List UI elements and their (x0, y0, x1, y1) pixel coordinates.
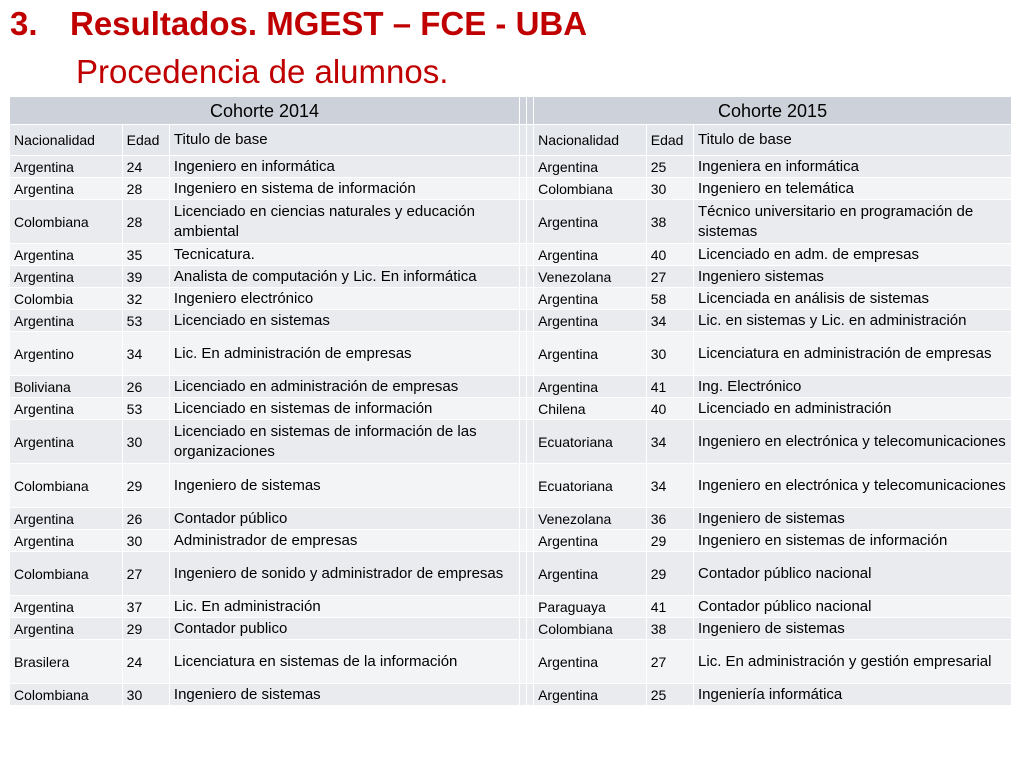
table-row (10, 618, 1011, 639)
separator-cell (520, 156, 526, 177)
nacionalidad-2015-cell: Chilena (534, 398, 646, 419)
separator-cell (520, 376, 526, 397)
separator-cell (527, 200, 533, 243)
separator-cell (527, 97, 533, 124)
nacionalidad-2014-cell: Argentina (10, 530, 122, 551)
titulo-2014-cell: Contador público (170, 508, 519, 529)
edad-2014-cell: 53 (123, 310, 169, 331)
titulo-2015-cell: Lic. en sistemas y Lic. en administración (694, 310, 1011, 331)
separator-cell (527, 398, 533, 419)
separator-cell (520, 398, 526, 419)
nacionalidad-2015-cell: Colombiana (534, 618, 646, 639)
titulo-2015-cell: Ingeniero de sistemas (694, 618, 1011, 639)
nacionalidad-2014-cell: Argentina (10, 310, 122, 331)
nacionalidad-2014-cell: Boliviana (10, 376, 122, 397)
separator-cell (527, 596, 533, 617)
table-row (10, 420, 1011, 463)
titulo-2014-cell: Ingeniero de sistemas (170, 464, 519, 507)
slide-subtitle: Procedencia de alumnos. (76, 53, 449, 90)
separator-cell (520, 332, 526, 375)
nacionalidad-2015-cell: Argentina (534, 244, 646, 265)
titulo-2014-cell: Licenciatura en sistemas de la información (170, 640, 519, 683)
separator-cell (520, 618, 526, 639)
separator-cell (527, 310, 533, 331)
edad-2015-cell: 34 (647, 310, 693, 331)
table-row (10, 332, 1011, 375)
nacionalidad-2015-cell: Argentina (534, 310, 646, 331)
nacionalidad-2015-cell: Argentina (534, 684, 646, 705)
titulo-2015-cell: Ingeniero en telemática (694, 178, 1011, 199)
nacionalidad-2015-cell: Venezolana (534, 266, 646, 287)
edad-2014-cell: 29 (123, 464, 169, 507)
nacionalidad-2015-cell: Ecuatoriana (534, 464, 646, 507)
edad-2015-cell: 30 (647, 178, 693, 199)
slide-title (10, 2, 587, 46)
separator-cell (527, 508, 533, 529)
separator-cell (520, 97, 526, 124)
nacionalidad-2014-cell: Colombia (10, 288, 122, 309)
titulo-2015-cell: Técnico universitario en programación de sistemas (694, 200, 1011, 243)
separator-cell (520, 244, 526, 265)
titulo-2014-cell: Contador publico (170, 618, 519, 639)
edad-2014-cell: 39 (123, 266, 169, 287)
titulo-2014-cell: Licenciado en sistemas de información (170, 398, 519, 419)
nacionalidad-2014-cell: Argentina (10, 596, 122, 617)
edad-2015-cell: 40 (647, 244, 693, 265)
separator-cell (527, 332, 533, 375)
header-nacionalidad-2015: Nacionalidad (534, 125, 646, 155)
edad-2015-cell: 38 (647, 618, 693, 639)
table-row (10, 464, 1011, 507)
edad-2014-cell: 30 (123, 420, 169, 463)
edad-2015-cell: 40 (647, 398, 693, 419)
edad-2014-cell: 30 (123, 684, 169, 705)
table-row (10, 508, 1011, 529)
separator-cell (527, 552, 533, 595)
separator-cell (520, 420, 526, 463)
nacionalidad-2015-cell: Argentina (534, 288, 646, 309)
titulo-2014-cell: Licenciado en administración de empresas (170, 376, 519, 397)
titulo-2015-cell: Ingeniera en informática (694, 156, 1011, 177)
separator-cell (520, 684, 526, 705)
titulo-2014-cell: Ingeniero electrónico (170, 288, 519, 309)
edad-2015-cell: 29 (647, 530, 693, 551)
separator-cell (520, 640, 526, 683)
column-header-row (10, 125, 1011, 155)
edad-2015-cell: 34 (647, 464, 693, 507)
titulo-2014-cell: Lic. En administración (170, 596, 519, 617)
titulo-2015-cell: Licenciado en administración (694, 398, 1011, 419)
separator-cell (520, 508, 526, 529)
nacionalidad-2014-cell: Argentina (10, 398, 122, 419)
titulo-2014-cell: Licenciado en sistemas de información de las organizaciones (170, 420, 519, 463)
separator-cell (520, 596, 526, 617)
separator-cell (527, 288, 533, 309)
separator-cell (520, 464, 526, 507)
nacionalidad-2015-cell: Argentina (534, 552, 646, 595)
titulo-2014-cell: Ingeniero en informática (170, 156, 519, 177)
titulo-2015-cell: Licenciada en análisis de sistemas (694, 288, 1011, 309)
titulo-2014-cell: Licenciado en sistemas (170, 310, 519, 331)
edad-2014-cell: 37 (123, 596, 169, 617)
header-edad-2015: Edad (647, 125, 693, 155)
edad-2014-cell: 35 (123, 244, 169, 265)
header-edad-2014: Edad (123, 125, 169, 155)
separator-cell (520, 288, 526, 309)
table-row (10, 310, 1011, 331)
nacionalidad-2015-cell: Paraguaya (534, 596, 646, 617)
table-row (10, 244, 1011, 265)
titulo-2014-cell: Licenciado en ciencias naturales y educación ambiental (170, 200, 519, 243)
table-row (10, 398, 1011, 419)
separator-cell (520, 530, 526, 551)
edad-2015-cell: 29 (647, 552, 693, 595)
titulo-2015-cell: Ingeniería informática (694, 684, 1011, 705)
cohort-2015-header: Cohorte 2015 (534, 97, 1011, 124)
edad-2015-cell: 41 (647, 596, 693, 617)
titulo-2015-cell: Ingeniero en sistemas de información (694, 530, 1011, 551)
section-number: 3. (10, 5, 38, 42)
nacionalidad-2014-cell: Argentina (10, 508, 122, 529)
edad-2015-cell: 38 (647, 200, 693, 243)
edad-2015-cell: 27 (647, 640, 693, 683)
edad-2014-cell: 26 (123, 508, 169, 529)
separator-cell (520, 266, 526, 287)
separator-cell (527, 420, 533, 463)
title-text: Resultados. MGEST – FCE - UBA (70, 5, 588, 42)
header-nacionalidad-2014: Nacionalidad (10, 125, 122, 155)
titulo-2014-cell: Lic. En administración de empresas (170, 332, 519, 375)
header-titulo-2014: Titulo de base (170, 125, 519, 155)
separator-cell (527, 376, 533, 397)
edad-2015-cell: 30 (647, 332, 693, 375)
nacionalidad-2015-cell: Ecuatoriana (534, 420, 646, 463)
edad-2015-cell: 27 (647, 266, 693, 287)
titulo-2015-cell: Ingeniero de sistemas (694, 508, 1011, 529)
edad-2015-cell: 25 (647, 684, 693, 705)
edad-2015-cell: 34 (647, 420, 693, 463)
titulo-2015-cell: Contador público nacional (694, 596, 1011, 617)
titulo-2014-cell: Analista de computación y Lic. En informática (170, 266, 519, 287)
separator-cell (520, 200, 526, 243)
titulo-2015-cell: Ingeniero en electrónica y telecomunicaciones (694, 420, 1011, 463)
nacionalidad-2015-cell: Argentina (534, 200, 646, 243)
edad-2014-cell: 28 (123, 200, 169, 243)
table-row (10, 684, 1011, 705)
edad-2014-cell: 34 (123, 332, 169, 375)
nacionalidad-2014-cell: Argentina (10, 156, 122, 177)
nacionalidad-2014-cell: Argentina (10, 420, 122, 463)
edad-2014-cell: 53 (123, 398, 169, 419)
table-row (10, 288, 1011, 309)
edad-2014-cell: 29 (123, 618, 169, 639)
separator-cell (527, 618, 533, 639)
edad-2015-cell: 25 (647, 156, 693, 177)
table-row (10, 156, 1011, 177)
nacionalidad-2015-cell: Argentina (534, 156, 646, 177)
table-row (10, 178, 1011, 199)
titulo-2014-cell: Tecnicatura. (170, 244, 519, 265)
results-table (9, 96, 1012, 706)
nacionalidad-2014-cell: Colombiana (10, 684, 122, 705)
titulo-2015-cell: Ingeniero en electrónica y telecomunicaciones (694, 464, 1011, 507)
nacionalidad-2014-cell: Argentina (10, 244, 122, 265)
separator-cell (527, 640, 533, 683)
titulo-2015-cell: Ingeniero sistemas (694, 266, 1011, 287)
nacionalidad-2015-cell: Argentina (534, 332, 646, 375)
titulo-2015-cell: Contador público nacional (694, 552, 1011, 595)
table-row (10, 266, 1011, 287)
nacionalidad-2014-cell: Colombiana (10, 552, 122, 595)
table-row (10, 552, 1011, 595)
cohort-2014-header: Cohorte 2014 (10, 97, 519, 124)
separator-cell (527, 530, 533, 551)
titulo-2015-cell: Licenciado en adm. de empresas (694, 244, 1011, 265)
separator-cell (527, 684, 533, 705)
edad-2015-cell: 41 (647, 376, 693, 397)
table-row (10, 200, 1011, 243)
separator-cell (520, 125, 526, 155)
nacionalidad-2014-cell: Brasilera (10, 640, 122, 683)
nacionalidad-2015-cell: Argentina (534, 640, 646, 683)
nacionalidad-2014-cell: Colombiana (10, 200, 122, 243)
nacionalidad-2015-cell: Venezolana (534, 508, 646, 529)
titulo-2014-cell: Ingeniero de sistemas (170, 684, 519, 705)
edad-2014-cell: 26 (123, 376, 169, 397)
separator-cell (527, 178, 533, 199)
nacionalidad-2015-cell: Argentina (534, 376, 646, 397)
titulo-2014-cell: Ingeniero de sonido y administrador de empresas (170, 552, 519, 595)
separator-cell (520, 310, 526, 331)
edad-2014-cell: 27 (123, 552, 169, 595)
nacionalidad-2014-cell: Argentina (10, 266, 122, 287)
table-row (10, 596, 1011, 617)
edad-2014-cell: 24 (123, 640, 169, 683)
table-row (10, 640, 1011, 683)
table-row (10, 376, 1011, 397)
separator-cell (527, 464, 533, 507)
titulo-2015-cell: Licenciatura en administración de empresas (694, 332, 1011, 375)
table-row (10, 530, 1011, 551)
nacionalidad-2014-cell: Argentino (10, 332, 122, 375)
nacionalidad-2014-cell: Colombiana (10, 464, 122, 507)
titulo-2014-cell: Administrador de empresas (170, 530, 519, 551)
titulo-2015-cell: Ing. Electrónico (694, 376, 1011, 397)
separator-cell (520, 178, 526, 199)
separator-cell (527, 244, 533, 265)
nacionalidad-2015-cell: Argentina (534, 530, 646, 551)
titulo-2015-cell: Lic. En administración y gestión empresarial (694, 640, 1011, 683)
titulo-2014-cell: Ingeniero en sistema de información (170, 178, 519, 199)
cohort-header-row (10, 97, 1011, 124)
separator-cell (520, 552, 526, 595)
edad-2015-cell: 58 (647, 288, 693, 309)
separator-cell (527, 156, 533, 177)
nacionalidad-2014-cell: Argentina (10, 178, 122, 199)
edad-2014-cell: 28 (123, 178, 169, 199)
separator-cell (527, 125, 533, 155)
nacionalidad-2014-cell: Argentina (10, 618, 122, 639)
header-titulo-2015: Titulo de base (694, 125, 1011, 155)
edad-2015-cell: 36 (647, 508, 693, 529)
separator-cell (527, 266, 533, 287)
edad-2014-cell: 32 (123, 288, 169, 309)
edad-2014-cell: 24 (123, 156, 169, 177)
nacionalidad-2015-cell: Colombiana (534, 178, 646, 199)
edad-2014-cell: 30 (123, 530, 169, 551)
